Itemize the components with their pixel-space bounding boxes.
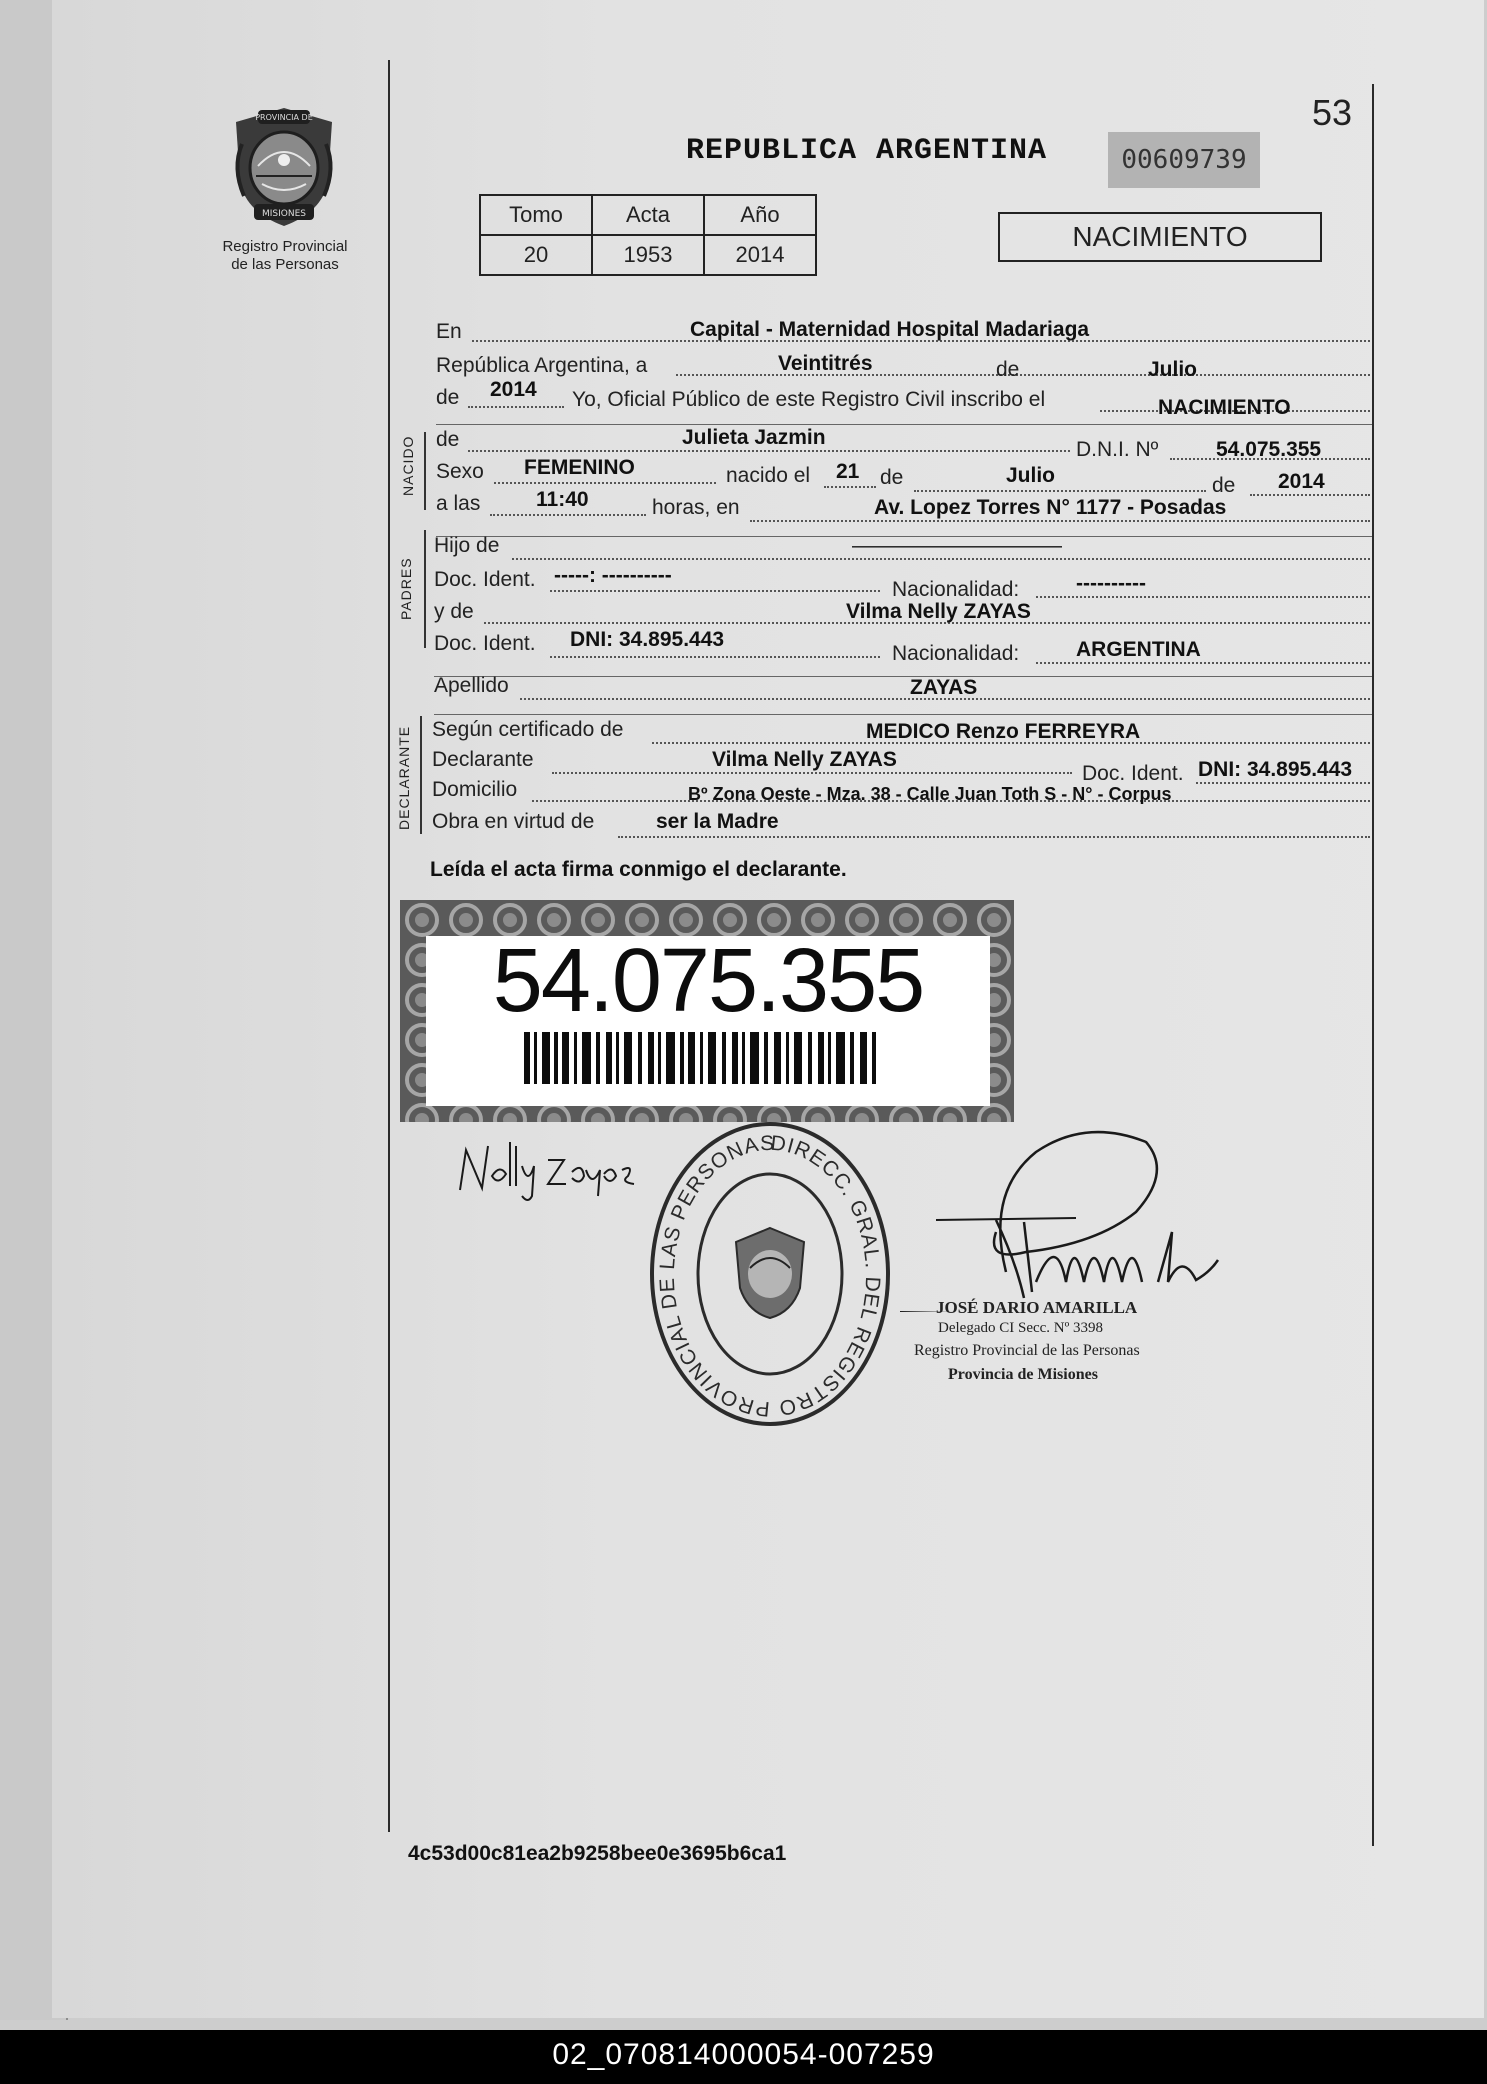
nacido-de-label: de bbox=[436, 428, 460, 451]
section-bracket bbox=[424, 530, 426, 648]
father-doc-value: -----: ---------- bbox=[554, 564, 672, 587]
svg-text:PROVINCIA DE: PROVINCIA DE bbox=[255, 113, 313, 122]
official-office: Registro Provincial de las Personas bbox=[914, 1342, 1140, 1359]
provincial-coat-of-arms bbox=[228, 104, 340, 230]
registry-table bbox=[479, 194, 817, 276]
section-divider bbox=[436, 424, 1372, 425]
dotted-line bbox=[490, 514, 646, 516]
father-nationality-value: ---------- bbox=[1076, 572, 1146, 595]
obra-label: Obra en virtud de bbox=[432, 810, 595, 833]
dotted-line bbox=[468, 406, 564, 408]
father-name-value: —————————— bbox=[852, 534, 1062, 557]
scan-id: 02_070814000054-007259 bbox=[552, 2038, 935, 2071]
doc-ident-label: Doc. Ident. bbox=[434, 568, 536, 591]
dotted-line bbox=[1036, 662, 1370, 664]
logo-caption bbox=[200, 238, 370, 274]
registry-value-acta: 1953 bbox=[592, 235, 704, 275]
scan-footer-bar bbox=[0, 2030, 1487, 2084]
registry-header-acta: Acta bbox=[592, 195, 704, 235]
right-margin-line bbox=[1372, 84, 1374, 1846]
nacido-el-label: nacido el bbox=[726, 464, 811, 487]
registry-value-ano: 2014 bbox=[704, 235, 816, 275]
padres-section-label: PADRES bbox=[398, 557, 414, 620]
birth-month-value: Julio bbox=[1006, 464, 1056, 487]
de-label: de bbox=[880, 466, 904, 489]
de-label: de bbox=[996, 358, 1020, 381]
a-las-label: a las bbox=[436, 492, 481, 515]
certificado-label: Según certificado de bbox=[432, 718, 624, 741]
section-bracket bbox=[420, 716, 422, 834]
obra-value: ser la Madre bbox=[656, 810, 779, 833]
act-type-box: NACIMIENTO bbox=[998, 212, 1322, 262]
horas-en-label: horas, en bbox=[652, 496, 740, 519]
republica-label: República Argentina, a bbox=[436, 354, 648, 377]
year-value: 2014 bbox=[490, 378, 537, 401]
svg-text:MISIONES: MISIONES bbox=[261, 209, 307, 219]
logo-caption-line1: Registro Provincial bbox=[222, 238, 348, 255]
mother-doc-value: DNI: 34.895.443 bbox=[570, 628, 725, 651]
declarante-label: Declarante bbox=[432, 748, 534, 771]
dotted-line bbox=[494, 482, 716, 484]
dotted-line bbox=[914, 490, 1206, 492]
y-de-label: y de bbox=[434, 600, 474, 623]
nacionalidad-label: Nacionalidad: bbox=[892, 642, 1020, 665]
section-divider bbox=[434, 714, 1372, 715]
dni-sticker-number: 54.075.355 bbox=[492, 931, 924, 1031]
official-signature bbox=[896, 1122, 1266, 1317]
registry-header-tomo: Tomo bbox=[480, 195, 592, 235]
dotted-line bbox=[468, 450, 1070, 452]
doc-ident-label: Doc. Ident. bbox=[1082, 762, 1184, 785]
apellido-label: Apellido bbox=[434, 674, 509, 697]
registry-header-row bbox=[480, 195, 816, 235]
declarante-value: Vilma Nelly ZAYAS bbox=[712, 748, 897, 771]
apellido-value: ZAYAS bbox=[910, 676, 978, 699]
en-label: En bbox=[436, 320, 462, 343]
dotted-line bbox=[1250, 494, 1370, 496]
child-dni-value: 54.075.355 bbox=[1216, 438, 1322, 461]
closing-statement: Leída el acta firma conmigo el declarante. bbox=[430, 858, 847, 881]
document-title: REPUBLICA ARGENTINA bbox=[686, 134, 1048, 168]
birth-year-value: 2014 bbox=[1278, 470, 1325, 493]
child-name-value: Julieta Jazmin bbox=[682, 426, 826, 449]
logo-caption-line2: de las Personas bbox=[231, 256, 339, 273]
sexo-value: FEMENINO bbox=[524, 456, 635, 479]
sexo-label: Sexo bbox=[436, 460, 484, 483]
dotted-line bbox=[550, 656, 880, 658]
left-margin-line bbox=[388, 60, 390, 1832]
section-bracket bbox=[424, 432, 426, 510]
dni-label: D.N.I. Nº bbox=[1076, 438, 1159, 461]
hijo-de-label: Hijo de bbox=[434, 534, 500, 557]
dotted-line bbox=[824, 486, 876, 488]
declarant-signature bbox=[452, 1130, 652, 1209]
footer-hash: 4c53d00c81ea2b9258bee0e3695b6ca1 bbox=[408, 1842, 787, 1865]
declarante-doc-value: DNI: 34.895.443 bbox=[1198, 758, 1353, 781]
mother-name-value: Vilma Nelly ZAYAS bbox=[846, 600, 1031, 623]
seal-text: DIRECC. GRAL. DEL REGISTRO PROVINCIAL DE LAS PERSONAS bbox=[655, 1131, 885, 1421]
dotted-line bbox=[552, 772, 1072, 774]
oficial-text: Yo, Oficial Público de este Registro Civil inscribo el bbox=[572, 388, 1046, 411]
dotted-line bbox=[550, 590, 880, 592]
de-label: de bbox=[1212, 474, 1236, 497]
official-name: JOSÉ DARIO AMARILLA bbox=[936, 1298, 1138, 1317]
dotted-line bbox=[512, 558, 1370, 560]
official-province: Provincia de Misiones bbox=[948, 1366, 1098, 1383]
page-number: 53 bbox=[1312, 92, 1353, 133]
dotted-line bbox=[618, 836, 1370, 838]
birth-time-value: 11:40 bbox=[536, 488, 589, 511]
month-value: Julio bbox=[1148, 358, 1198, 381]
birth-address-value: Av. Lopez Torres N° 1177 - Posadas bbox=[874, 496, 1227, 519]
dotted-line bbox=[750, 520, 1370, 522]
serial-number-stamp bbox=[1108, 132, 1260, 188]
birth-day-value: 21 bbox=[836, 460, 860, 483]
domicilio-value: Bº Zona Oeste - Mza. 38 - Calle Juan Toth S - N° - Corpus bbox=[688, 784, 1172, 804]
place-value: Capital - Maternidad Hospital Madariaga bbox=[690, 318, 1090, 341]
de-label: de bbox=[436, 386, 460, 409]
official-seal bbox=[644, 1118, 896, 1435]
day-words-value: Veintitrés bbox=[778, 352, 873, 375]
dotted-line bbox=[1036, 596, 1370, 598]
dotted-line bbox=[1196, 782, 1370, 784]
registry-value-tomo: 20 bbox=[480, 235, 592, 275]
nacido-section-label: NACIDO bbox=[400, 435, 416, 496]
registry-value-row bbox=[480, 235, 816, 275]
section-divider bbox=[434, 676, 1372, 677]
registry-header-ano: Año bbox=[704, 195, 816, 235]
domicilio-label: Domicilio bbox=[432, 778, 518, 801]
official-role: Delegado CI Secc. Nº 3398 bbox=[938, 1320, 1104, 1336]
serial-number: 00609739 bbox=[1121, 145, 1247, 175]
doc-ident-label: Doc. Ident. bbox=[434, 632, 536, 655]
certificado-value: MEDICO Renzo FERREYRA bbox=[866, 720, 1141, 743]
act-inscribed-value: NACIMIENTO bbox=[1158, 396, 1291, 419]
mother-nationality-value: ARGENTINA bbox=[1076, 638, 1201, 661]
declarante-section-label: DECLARANTE bbox=[396, 725, 412, 830]
nacionalidad-label: Nacionalidad: bbox=[892, 578, 1020, 601]
